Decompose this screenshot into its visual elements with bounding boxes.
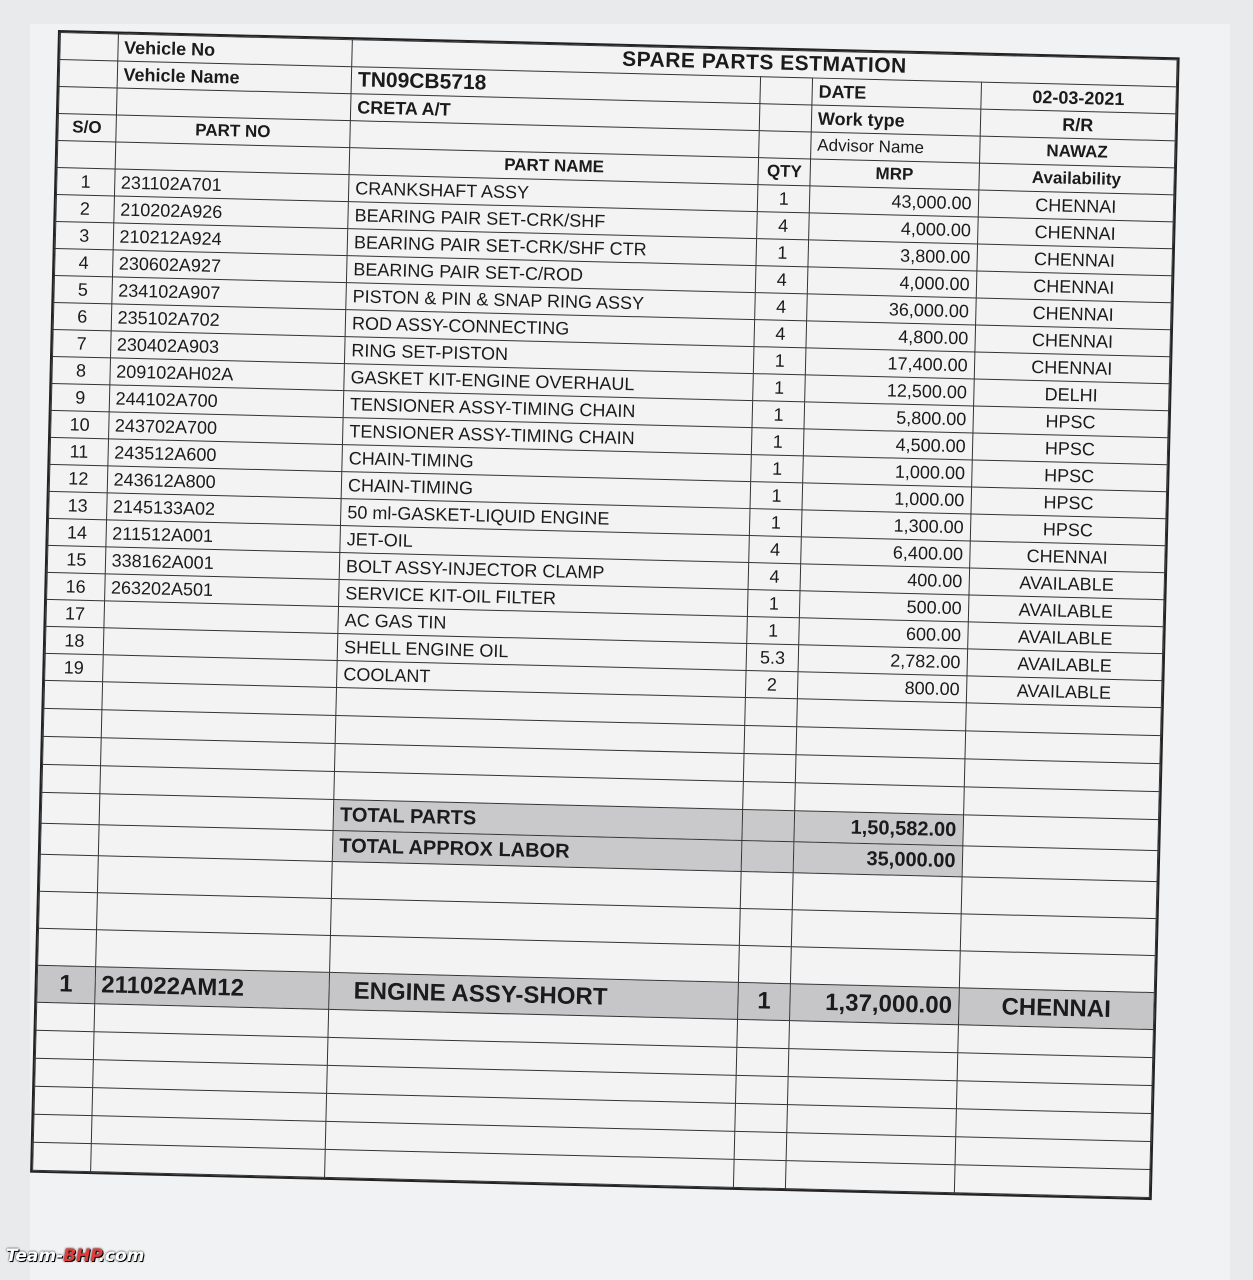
cell-part-name: GASKET KIT-ENGINE OVERHAUL xyxy=(344,364,754,401)
cell-so: 7 xyxy=(53,329,111,357)
engine-part-name: ENGINE ASSY-SHORT xyxy=(329,972,739,1019)
estimate-table xyxy=(32,32,1177,1198)
cell-availability: HPSC xyxy=(970,487,1166,519)
work-type-label: Work type xyxy=(811,105,980,136)
cell-so: 4 xyxy=(55,248,113,276)
vehicle-name-label: Vehicle Name xyxy=(117,61,352,94)
total-labor-label: TOTAL APPROX LABOR xyxy=(332,830,742,871)
cell-qty: 1 xyxy=(750,509,802,537)
cell-part-no: 338162A001 xyxy=(105,547,340,580)
cell-part-no: 243512A600 xyxy=(107,439,342,472)
cell-qty: 4 xyxy=(749,536,801,564)
cell-so: 6 xyxy=(53,302,111,330)
col-qty: QTY xyxy=(758,158,810,186)
cell-availability: AVAILABLE xyxy=(968,595,1164,627)
engine-mrp: 1,37,000.00 xyxy=(789,984,959,1025)
cell-qty: 1 xyxy=(747,617,799,645)
cell-availability: CHENNAI xyxy=(977,217,1173,249)
cell-availability: HPSC xyxy=(971,460,1167,492)
engine-so: 1 xyxy=(37,965,95,1003)
cell-mrp: 800.00 xyxy=(797,672,966,703)
cell-so: 8 xyxy=(52,356,110,384)
cell-part-no: 210212A924 xyxy=(113,223,348,256)
cell-availability: CHENNAI xyxy=(974,325,1170,357)
cell-so: 9 xyxy=(51,383,109,411)
work-type-value: R/R xyxy=(980,109,1176,141)
cell-qty: 4 xyxy=(757,212,809,240)
date-value: 02-03-2021 xyxy=(980,82,1176,114)
cell-qty: 4 xyxy=(748,563,800,591)
col-mrp: MRP xyxy=(810,159,979,190)
cell-availability: CHENNAI xyxy=(975,298,1171,330)
col-so: S/O xyxy=(58,114,116,142)
cell-part-name: SHELL ENGINE OIL xyxy=(337,634,747,671)
total-parts-label: TOTAL PARTS xyxy=(333,799,743,840)
cell-so: 1 xyxy=(56,168,114,196)
cell-availability: AVAILABLE xyxy=(967,649,1163,681)
cell-so: 3 xyxy=(55,222,113,250)
cell-mrp: 4,500.00 xyxy=(803,429,972,460)
cell-qty: 1 xyxy=(752,428,804,456)
cell-part-name: BOLT ASSY-INJECTOR CLAMP xyxy=(339,553,749,590)
col-availability: Availability xyxy=(978,163,1174,195)
cell-availability: CHENNAI xyxy=(978,190,1174,222)
cell-mrp: 5,800.00 xyxy=(804,402,973,433)
col-part-name: PART NAME xyxy=(349,148,759,185)
cell-part-name: CHAIN-TIMING xyxy=(342,445,752,482)
cell-mrp: 17,400.00 xyxy=(805,348,974,379)
cell-so: 2 xyxy=(56,195,114,223)
cell-so: 10 xyxy=(51,410,109,438)
cell-part-no: 243702A700 xyxy=(108,412,343,445)
cell-qty: 1 xyxy=(752,401,804,429)
cell-mrp: 4,000.00 xyxy=(808,213,977,244)
cell-qty: 2 xyxy=(746,671,798,699)
cell-part-name: CHAIN-TIMING xyxy=(341,472,751,509)
cell-availability: AVAILABLE xyxy=(966,676,1162,708)
cell-availability: HPSC xyxy=(972,406,1168,438)
total-labor-value: 35,000.00 xyxy=(793,842,962,877)
col-part-no: PART NO xyxy=(115,115,350,148)
cell-part-name: TENSIONER ASSY-TIMING CHAIN xyxy=(343,418,753,455)
cell-qty: 1 xyxy=(753,374,805,402)
cell-part-name: RING SET-PISTON xyxy=(345,337,755,374)
cell-part-name: PISTON & PIN & SNAP RING ASSY xyxy=(346,283,756,320)
cell-mrp: 12,500.00 xyxy=(805,375,974,406)
cell-so: 14 xyxy=(48,518,106,546)
vehicle-no-value: TN09CB5718 xyxy=(351,67,761,104)
vehicle-no-label: Vehicle No xyxy=(117,34,352,67)
cell-part-no: 211512A001 xyxy=(105,520,340,553)
cell-part-no: 209102AH02A xyxy=(109,358,344,391)
cell-qty: 1 xyxy=(754,347,806,375)
cell-qty: 1 xyxy=(756,239,808,267)
cell-qty: 1 xyxy=(750,482,802,510)
cell-availability: AVAILABLE xyxy=(967,622,1163,654)
cell-mrp: 1,000.00 xyxy=(802,483,971,514)
cell-mrp: 6,400.00 xyxy=(801,537,970,568)
cell-part-name: ROD ASSY-CONNECTING xyxy=(345,310,755,347)
cell-part-no: 243612A800 xyxy=(107,466,342,499)
cell-so: 11 xyxy=(50,437,108,465)
cell-mrp: 2,782.00 xyxy=(798,645,967,676)
cell-part-no: 234102A907 xyxy=(111,277,346,310)
advisor-name-value: NAWAZ xyxy=(979,136,1175,168)
cell-availability: HPSC xyxy=(970,514,1166,546)
cell-part-no: 263202A501 xyxy=(104,574,339,607)
cell-part-name: CRANKSHAFT ASSY xyxy=(348,175,758,212)
cell-part-name: BEARING PAIR SET-C/ROD xyxy=(347,256,757,293)
cell-so: 15 xyxy=(47,545,105,573)
cell-mrp: 500.00 xyxy=(799,591,968,622)
cell-part-name: BEARING PAIR SET-CRK/SHF xyxy=(348,202,758,239)
estimate-sheet xyxy=(30,30,1180,1200)
cell-so: 12 xyxy=(49,464,107,492)
cell-availability: CHENNAI xyxy=(976,244,1172,276)
document-title: SPARE PARTS ESTMATION xyxy=(352,40,1177,87)
cell-qty: 4 xyxy=(755,293,807,321)
cell-part-name: COOLANT xyxy=(337,661,747,698)
cell-mrp: 4,800.00 xyxy=(806,321,975,352)
cell-qty: 4 xyxy=(754,320,806,348)
cell-qty: 1 xyxy=(758,185,810,213)
cell-availability: CHENNAI xyxy=(974,352,1170,384)
cell-part-no: 230602A927 xyxy=(112,250,347,283)
advisor-name-label: Advisor Name xyxy=(810,132,979,163)
cell-availability: DELHI xyxy=(973,379,1169,411)
cell-part-no: 210202A926 xyxy=(113,196,348,229)
cell-part-name: 50 ml-GASKET-LIQUID ENGINE xyxy=(341,499,751,536)
cell-so: 16 xyxy=(47,572,105,600)
cell-availability: HPSC xyxy=(972,433,1168,465)
engine-qty: 1 xyxy=(738,982,790,1020)
cell-part-no: 244102A700 xyxy=(109,385,344,418)
cell-mrp: 1,300.00 xyxy=(801,510,970,541)
cell-part-no: 2145133A02 xyxy=(106,493,341,526)
cell-qty: 5.3 xyxy=(747,644,799,672)
cell-so: 19 xyxy=(45,653,103,681)
team-bhp-watermark: Team-BHP.com xyxy=(6,1246,145,1266)
cell-part-name: AC GAS TIN xyxy=(338,607,748,644)
cell-qty: 1 xyxy=(748,590,800,618)
cell-part-name: BEARING PAIR SET-CRK/SHF CTR xyxy=(347,229,757,266)
cell-part-no: 235102A702 xyxy=(111,304,346,337)
cell-so: 13 xyxy=(49,491,107,519)
cell-part-no: 231102A701 xyxy=(114,169,349,202)
cell-mrp: 600.00 xyxy=(799,618,968,649)
cell-qty: 1 xyxy=(751,455,803,483)
cell-mrp: 43,000.00 xyxy=(809,186,978,217)
cell-part-name: SERVICE KIT-OIL FILTER xyxy=(339,580,749,617)
cell-so: 17 xyxy=(46,599,104,627)
vehicle-name-value: CRETA A/T xyxy=(350,94,760,131)
cell-part-name: JET-OIL xyxy=(340,526,750,563)
cell-availability: AVAILABLE xyxy=(969,568,1165,600)
date-label: DATE xyxy=(812,78,981,109)
cell-mrp: 36,000.00 xyxy=(806,294,975,325)
cell-so: 18 xyxy=(45,626,103,654)
cell-part-no: 230402A903 xyxy=(110,331,345,364)
total-parts-value: 1,50,582.00 xyxy=(794,811,963,846)
cell-mrp: 3,800.00 xyxy=(808,240,977,271)
cell-so: 5 xyxy=(54,275,112,303)
cell-mrp: 400.00 xyxy=(800,564,969,595)
engine-availability: CHENNAI xyxy=(958,988,1154,1030)
cell-availability: CHENNAI xyxy=(969,541,1165,573)
cell-mrp: 1,000.00 xyxy=(803,456,972,487)
cell-mrp: 4,000.00 xyxy=(807,267,976,298)
engine-part-no: 211022AM12 xyxy=(94,967,329,1010)
cell-qty: 4 xyxy=(756,266,808,294)
cell-part-name: TENSIONER ASSY-TIMING CHAIN xyxy=(343,391,753,428)
cell-availability: CHENNAI xyxy=(976,271,1172,303)
